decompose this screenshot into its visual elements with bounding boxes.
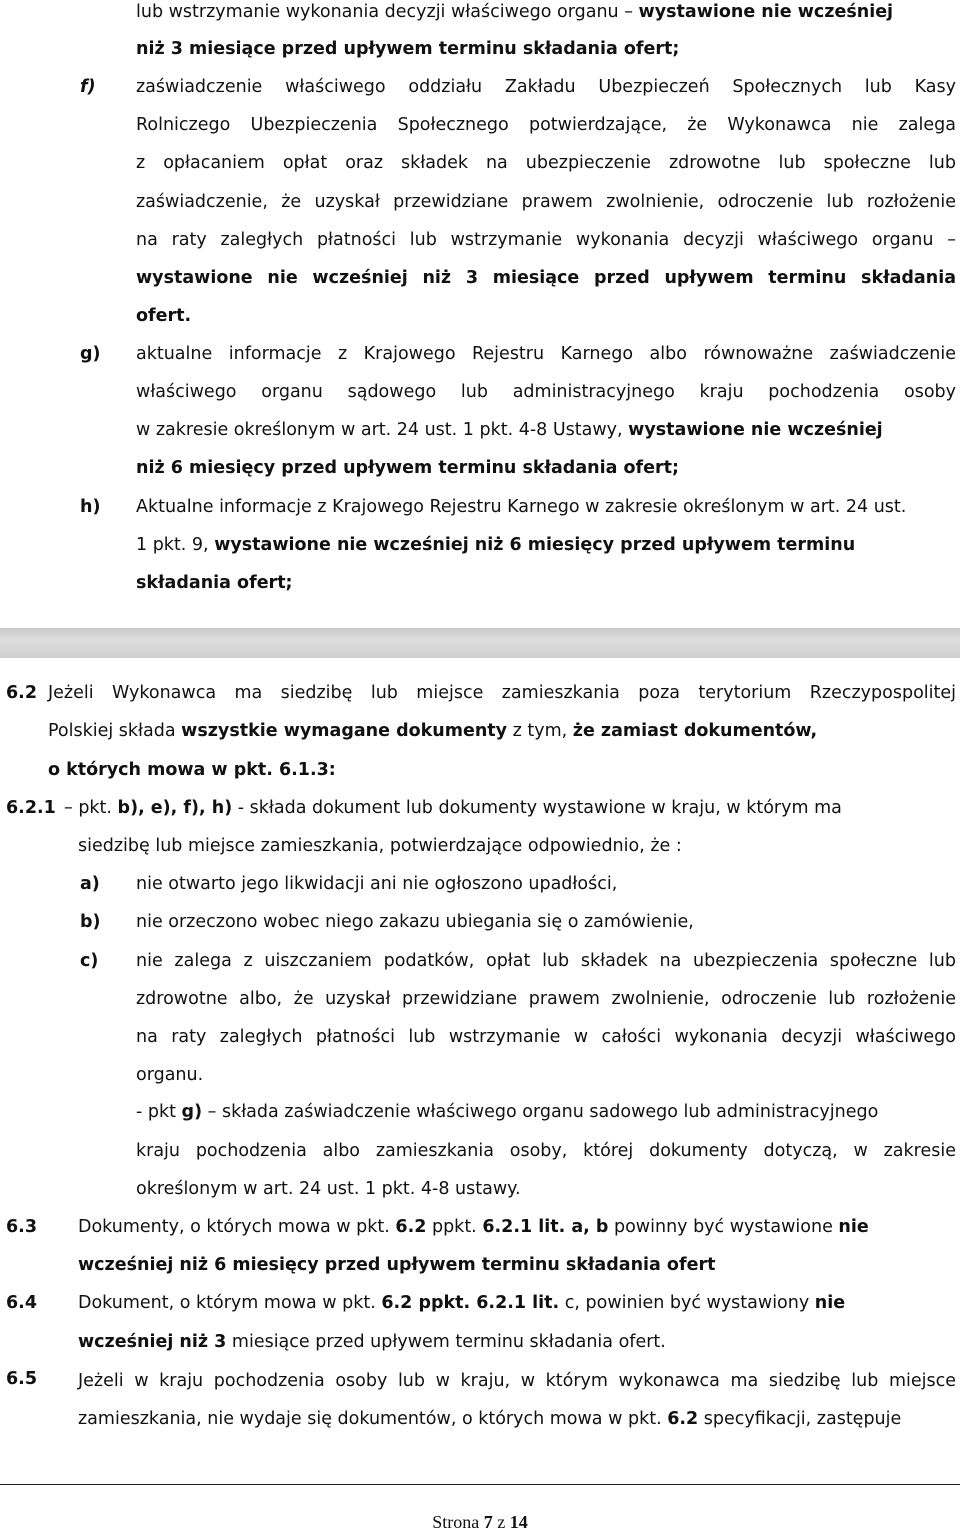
item-g-line-1: aktualne informacje z Krajowego Rejestru Karnego albo równoważne zaświadczenie [136, 344, 956, 364]
list-label-f: f) [80, 77, 96, 97]
section-number-6-2-1: 6.2.1 [6, 798, 56, 818]
item-f-line-6: wystawione nie wcześniej niż 3 miesiące przed upływem terminu składania [136, 268, 956, 288]
bold-run: że zamiast dokumentów, [572, 721, 818, 741]
bold-run: wcześniej niż 3 [78, 1332, 227, 1352]
text-run: 1 pkt. 9, [136, 535, 215, 555]
pkt-g-line-2: kraju pochodzenia albo zamieszkania osoby, której dokumenty dotyczą, w zakresie [136, 1141, 956, 1161]
item-g-line-4: niż 6 miesięcy przed upływem terminu składania ofert; [136, 458, 680, 478]
section-separator [0, 628, 960, 658]
continuation-line-1 [136, 1, 893, 23]
text-run: miesiące przed upływem terminu składania ofert. [226, 1332, 666, 1352]
item-h-line-1: Aktualne informacje z Krajowego Rejestru Karnego w zakresie określonym w art. 24 ust. [136, 497, 907, 517]
continuation-line-2: niż 3 miesiące przed upływem terminu składania ofert; [136, 39, 680, 59]
text-run: ppkt. [426, 1217, 483, 1237]
text-run: - składa dokument lub dokumenty wystawione w kraju, w którym ma [232, 798, 842, 818]
section-number-6-3: 6.3 [6, 1217, 38, 1237]
item-f-line-5: na raty zaległych płatności lub wstrzymanie wykonania decyzji właściwego organu – [136, 230, 956, 250]
text-run: Polskiej składa [48, 721, 182, 741]
pkt-g-line-3: określonym w art. 24 ust. 1 pkt. 4-8 ustawy. [136, 1179, 521, 1199]
item-f-line-2: Rolniczego Ubezpieczenia Społecznego potwierdzające, że Wykonawca nie zalega [136, 115, 956, 135]
text-run: Dokumenty, o których mowa w pkt. [78, 1217, 396, 1237]
bold-run: wszystkie wymagane dokumenty [181, 721, 508, 741]
bold-run: 6.2 ppkt. 6.2.1 lit. [381, 1293, 560, 1313]
text-run: lub wstrzymanie wykonania decyzji właściwego organu – [136, 2, 639, 22]
list-label-c: c) [80, 951, 99, 971]
text-run: zamieszkania, nie wydaje się dokumentów, o których mowa w pkt. [78, 1409, 668, 1429]
list-label-h: h) [80, 497, 101, 517]
text-run: Dokument, o którym mowa w pkt. [78, 1293, 382, 1313]
item-b-line-1: nie orzeczono wobec niego zakazu ubiegania się o zamówienie, [136, 912, 694, 932]
section-6-4-line-2 [78, 1331, 666, 1353]
bold-run: wystawione nie wcześniej [628, 420, 883, 440]
section-6-3-line-2: wcześniej niż 6 miesięcy przed upływem terminu składania ofert [78, 1255, 716, 1275]
text-run: – pkt. [64, 798, 118, 818]
text-run: z tym, [507, 721, 573, 741]
item-g-line-2: właściwego organu sądowego lub administracyjnego kraju pochodzenia osoby [136, 382, 956, 402]
section-6-2-1-line-2: siedzibę lub miejsce zamieszkania, potwierdzające odpowiednio, że : [78, 836, 682, 856]
text-run: w zakresie określonym w art. 24 ust. 1 pkt. 4-8 Ustawy, [136, 420, 629, 440]
item-c-line-1: nie zalega z uiszczaniem podatków, opłat lub składek na ubezpieczenia społeczne lub [136, 951, 956, 971]
item-f-line-7: ofert. [136, 306, 192, 326]
item-f-line-1: zaświadczenie właściwego oddziału Zakładu Ubezpieczeń Społecznych lub Kasy [136, 77, 956, 97]
footer-prefix: Strona [432, 1512, 484, 1532]
item-a-line-1: nie otwarto jego likwidacji ani nie ogłoszono upadłości, [136, 874, 618, 894]
bold-run: 6.2 [667, 1409, 699, 1429]
page-total: 14 [509, 1512, 528, 1532]
item-f-line-3: z opłacaniem opłat oraz składek na ubezpieczenie zdrowotne lub społeczne lub [136, 153, 956, 173]
section-6-4-line-1 [78, 1292, 845, 1314]
footer-rule [0, 1484, 960, 1485]
bold-run: b), e), f), h) [117, 798, 233, 818]
list-label-a: a) [80, 874, 100, 894]
section-6-2-line-2 [48, 720, 817, 742]
bold-run: 6.2 [395, 1217, 427, 1237]
section-6-5-line-1: Jeżeli w kraju pochodzenia osoby lub w kraju, w którym wykonawca ma siedzibę lub miejsce [78, 1371, 956, 1391]
list-label-g: g) [80, 344, 101, 364]
bold-run: wystawione nie wcześniej niż 6 miesięcy przed upływem terminu [214, 535, 856, 555]
section-number-6-2: 6.2 [6, 683, 38, 703]
item-h-line-2 [136, 534, 855, 556]
item-c-line-3: na raty zaległych płatności lub wstrzymanie w całości wykonania decyzji właściwego [136, 1027, 956, 1047]
text-run: powinny być wystawione [608, 1217, 839, 1237]
item-h-line-3: składania ofert; [136, 573, 293, 593]
item-g-line-3 [136, 419, 883, 441]
bold-run: wystawione nie wcześniej [638, 2, 894, 22]
section-number-6-4: 6.4 [6, 1293, 38, 1313]
footer-mid: z [492, 1512, 510, 1532]
text-run: – składa zaświadczenie właściwego organu sadowego lub administracyjnego [202, 1102, 879, 1122]
bold-run: g) [181, 1102, 203, 1122]
bold-run: 6.2.1 lit. a, b [482, 1217, 609, 1237]
text-run: - pkt [136, 1102, 182, 1122]
text-run: specyfikacji, zastępuje [698, 1409, 902, 1429]
section-6-2-line-1: Jeżeli Wykonawca ma siedzibę lub miejsce zamieszkania poza terytorium Rzeczypospolitej [48, 683, 956, 703]
pkt-g-line-1 [136, 1101, 878, 1123]
section-6-5-line-2 [78, 1408, 901, 1430]
item-f-line-4: zaświadczenie, że uzyskał przewidziane prawem zwolnienie, odroczenie lub rozłożenie [136, 192, 956, 212]
bold-run: nie [814, 1293, 846, 1313]
item-c-line-4: organu. [136, 1065, 204, 1085]
section-6-3-line-1 [78, 1216, 869, 1238]
page-number: 7 [483, 1512, 493, 1532]
item-c-line-2: zdrowotne albo, że uzyskał przewidziane prawem zwolnienie, odroczenie lub rozłożenie [136, 989, 956, 1009]
page-footer [0, 1511, 960, 1533]
bold-run: nie [838, 1217, 869, 1237]
section-number-6-5: 6.5 [6, 1369, 38, 1389]
text-run: c, powinien być wystawiony [559, 1293, 815, 1313]
list-label-b: b) [80, 912, 101, 932]
section-6-2-1-line-1 [64, 797, 842, 819]
section-6-2-line-3: o których mowa w pkt. 6.1.3: [48, 760, 336, 780]
